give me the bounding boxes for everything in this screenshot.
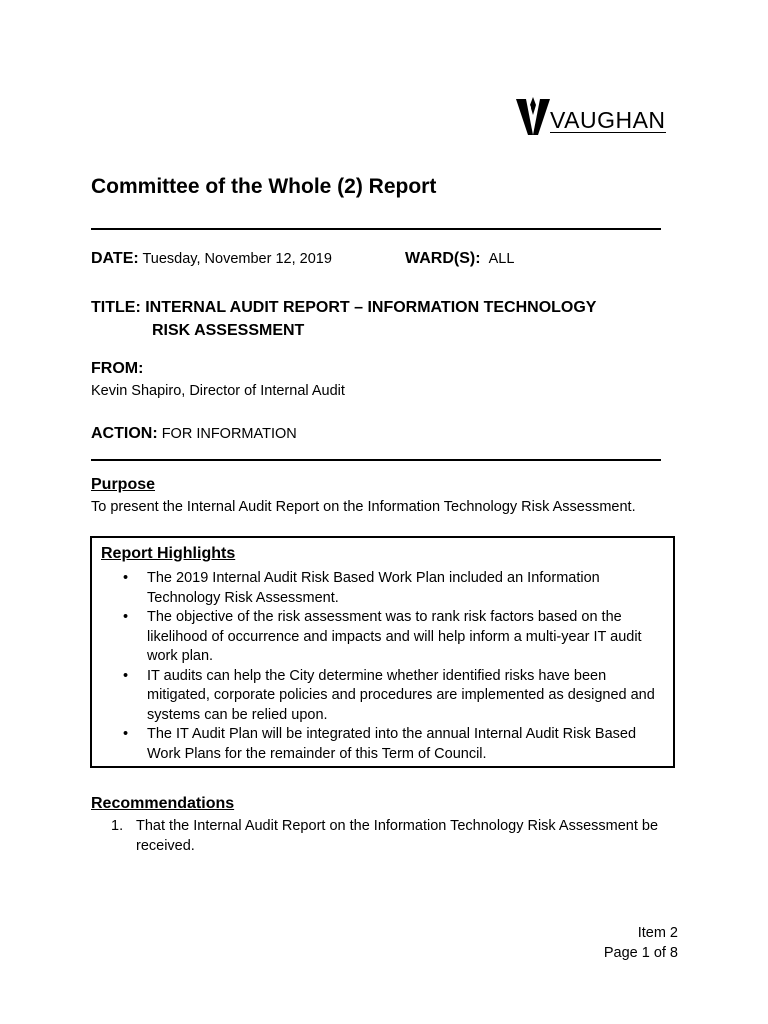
list-item (91, 817, 671, 856)
bullet-icon: • (123, 609, 129, 625)
date-value: Tuesday, November 12, 2019 (142, 251, 332, 267)
bullet-icon: • (123, 667, 129, 684)
subject-label: TITLE: (91, 299, 141, 316)
recommendation-text: That the Internal Audit Report on the Information Technology Risk Assessment be received. (136, 818, 659, 854)
vaughan-logo-icon (514, 95, 552, 141)
action-row (91, 425, 297, 443)
from-label: FROM: (91, 360, 144, 377)
bullet-icon: • (123, 726, 129, 742)
page-number: Page 1 of 8 (603, 944, 678, 961)
wards-label: WARD(S): (405, 250, 481, 267)
purpose-text: To present the Internal Audit Report on the Information Technology Risk Assessment. (91, 499, 636, 515)
title-divider (91, 228, 661, 230)
recommendation-number: 1. (111, 818, 124, 834)
highlights-heading: Report Highlights (101, 545, 236, 562)
list-item: • The IT Audit Plan will be integrated into the annual Internal Audit Risk Based Work Plans for the remainder of this Term of Council. (123, 726, 637, 762)
from-value: Kevin Shapiro, Director of Internal Audit (91, 383, 345, 399)
item-number: Item 2 (637, 925, 678, 941)
recommendations-list (91, 817, 671, 856)
bullet-icon: • (123, 570, 129, 586)
wards-row (405, 250, 514, 268)
action-divider (91, 459, 661, 461)
action-label: ACTION: (91, 425, 158, 442)
wards-value: ALL (488, 251, 515, 267)
date-row (91, 250, 332, 268)
page-footer (604, 924, 678, 963)
subject-line-2: RISK ASSESSMENT (152, 322, 305, 339)
report-title: Committee of the Whole (2) Report (91, 175, 437, 198)
list-item: • The 2019 Internal Audit Risk Based Work Plan included an Information Technology Risk Assessment. (123, 570, 600, 606)
subject-title (91, 296, 596, 342)
report-highlights-box (90, 536, 675, 768)
logo-text: VAUGHAN (550, 106, 666, 133)
purpose-heading: Purpose (91, 476, 156, 493)
vaughan-logo (514, 94, 678, 142)
highlights-list (92, 569, 673, 764)
list-item: • The objective of the risk assessment was to rank risk factors based on the likelihood of occurrence and impacts and will help inform a multi-year IT audit work plan. (123, 609, 642, 664)
list-item: • IT audits can help the City determine whether identified risks have been mitigated, corporate policies and procedures are implemented as designed and systems can be relied upon. (123, 667, 655, 723)
subject-line-1: INTERNAL AUDIT REPORT – INFORMATION TECHNOLOGY (145, 299, 597, 316)
date-label: DATE: (91, 250, 139, 267)
action-value: FOR INFORMATION (161, 426, 297, 442)
recommendations-heading: Recommendations (91, 795, 235, 812)
